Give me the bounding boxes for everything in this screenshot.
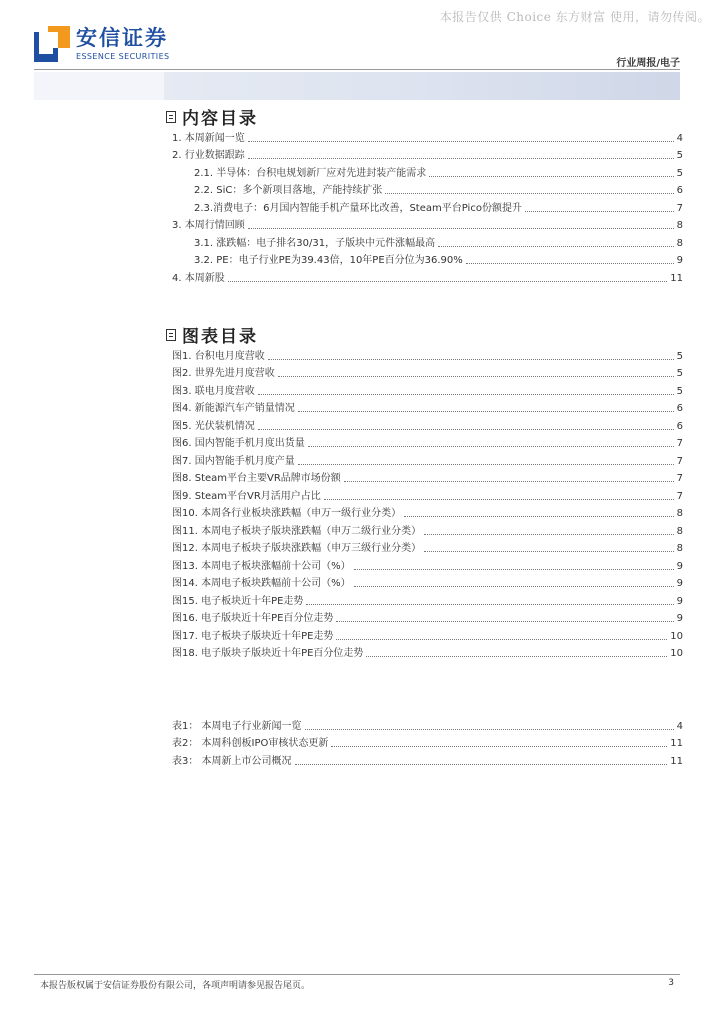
toc-entry-label: 3. 本周行情回顾 (172, 220, 245, 231)
dot-leader (424, 551, 674, 552)
figure-entry[interactable] (172, 363, 683, 381)
figure-entry-label: 图8. Steam平台主要VR品牌市场份额 (172, 473, 341, 484)
toc-entry[interactable] (172, 267, 683, 285)
figure-entry[interactable] (172, 608, 683, 626)
toc-entry[interactable] (172, 250, 683, 268)
figure-entry-label: 图7. 国内智能手机月度产量 (172, 455, 295, 467)
figure-entry-page: 9 (676, 595, 683, 607)
footer-disclaimer: 本报告版权属于安信证券股份有限公司，各项声明请参见报告尾页。 (40, 981, 311, 991)
dot-leader (404, 516, 674, 517)
figure-entry[interactable] (172, 538, 683, 556)
figure-entry[interactable] (172, 520, 683, 538)
table-entry-page: 11 (670, 755, 683, 767)
toc-entry-page: 5 (676, 150, 683, 161)
header-band-light (34, 72, 164, 100)
figure-entry-page: 10 (670, 648, 683, 659)
logo-mark-icon (34, 26, 70, 62)
logo-name-cn: 安信证券 (76, 26, 168, 50)
figure-entry-label: 图11. 本周电子板块子版块涨跌幅（申万二级行业分类） (172, 525, 422, 537)
figure-entry-label: 图6. 国内智能手机月度出货量 (172, 438, 305, 449)
figure-entry-page: 8 (676, 508, 683, 519)
toc-entry[interactable] (172, 162, 683, 180)
dot-leader (295, 764, 668, 765)
figure-entry-page: 6 (676, 403, 683, 414)
toc-title: 内容目录 (182, 109, 258, 129)
toc-entry-label: 3.1. 涨跌幅：电子排名30/31，子版块中元件涨幅最高 (194, 237, 436, 249)
figure-entry-label: 图16. 电子版块近十年PE百分位走势 (172, 613, 334, 624)
toc-heading (166, 104, 258, 129)
dot-leader (324, 499, 674, 500)
logo-name-en: ESSENCE SECURITIES (76, 52, 170, 61)
dot-leader (466, 263, 674, 264)
toc-entry[interactable] (172, 197, 683, 215)
figure-entry-page: 8 (676, 543, 683, 554)
figure-entry[interactable] (172, 555, 683, 573)
header-divider (34, 69, 680, 70)
figure-entry-page: 9 (676, 578, 683, 589)
table-entry-label: 表3： 本周新上市公司概况 (172, 755, 292, 767)
dot-leader (305, 729, 674, 730)
dot-leader (354, 586, 674, 587)
dot-leader (308, 446, 674, 447)
dot-leader (306, 604, 673, 605)
figure-entry[interactable] (172, 450, 683, 468)
dot-leader (298, 411, 674, 412)
figure-entry-label: 图17. 电子板块子版块近十年PE走势 (172, 630, 334, 642)
toc-entry[interactable] (172, 145, 683, 163)
figures-title: 图表目录 (182, 327, 258, 347)
figure-entry[interactable] (172, 468, 683, 486)
watermark: 本报告仅供 Choice 东方财富 使用，请勿传阅。 (439, 10, 710, 24)
figure-entry-page: 7 (676, 473, 683, 484)
toc-entry-label: 1. 本周新闻一览 (172, 132, 245, 144)
toc-entry-page: 4 (676, 132, 683, 144)
figure-entry-page: 5 (676, 385, 683, 397)
figure-entry-page: 5 (676, 350, 683, 362)
dot-leader (438, 246, 674, 247)
toc-entry-page: 8 (676, 237, 683, 249)
dot-leader (336, 621, 673, 622)
figures-list (172, 345, 683, 660)
figure-entry-label: 图4. 新能源汽车产销量情况 (172, 403, 295, 414)
figure-entry[interactable] (172, 433, 683, 451)
figure-entry[interactable] (172, 625, 683, 643)
table-entry-page: 11 (670, 738, 683, 749)
document-icon (166, 329, 176, 341)
toc-entry[interactable] (172, 127, 683, 145)
figure-entry-page: 7 (676, 438, 683, 449)
figure-entry-page: 9 (676, 613, 683, 624)
table-entry-label: 表1： 本周电子行业新闻一览 (172, 720, 302, 732)
figure-entry[interactable] (172, 415, 683, 433)
dot-leader (344, 481, 674, 482)
dot-leader (248, 228, 674, 229)
figure-entry[interactable] (172, 643, 683, 661)
figure-entry-page: 7 (676, 455, 683, 467)
toc-entry[interactable] (172, 232, 683, 250)
document-icon (166, 111, 176, 123)
dot-leader (429, 176, 673, 177)
dot-leader (268, 359, 674, 360)
table-entry[interactable] (172, 750, 683, 768)
footer-divider (34, 974, 680, 975)
table-entry-label: 表2： 本周科创板IPO审核状态更新 (172, 738, 329, 749)
toc-list (172, 127, 683, 285)
figure-entry[interactable] (172, 503, 683, 521)
figure-entry-page: 9 (676, 560, 683, 572)
toc-entry-page: 6 (676, 185, 683, 196)
dot-leader (525, 211, 674, 212)
figure-entry-label: 图15. 电子板块近十年PE走势 (172, 595, 304, 607)
figure-entry-label: 图10. 本周各行业板块涨跌幅（申万一级行业分类） (172, 508, 402, 519)
figure-entry[interactable] (172, 398, 683, 416)
dot-leader (278, 376, 674, 377)
dot-leader (354, 569, 674, 570)
dot-leader (366, 656, 667, 657)
figure-entry[interactable] (172, 573, 683, 591)
dot-leader (336, 639, 667, 640)
table-entry-page: 4 (676, 720, 683, 732)
toc-entry-label: 2.2. SiC：多个新项目落地，产能持续扩张 (194, 185, 383, 196)
dot-leader (228, 281, 668, 282)
figure-entry-label: 图14. 本周电子板块跌幅前十公司（%） (172, 578, 351, 589)
figure-entry-page: 7 (676, 490, 683, 502)
figure-entry-page: 5 (676, 368, 683, 379)
dot-leader (298, 464, 674, 465)
table-entry[interactable] (172, 733, 683, 751)
dot-leader (258, 429, 674, 430)
figure-entry-label: 图3. 联电月度营收 (172, 385, 255, 397)
report-type-label: 行业周报/电子 (616, 58, 680, 69)
figure-entry-label: 图13. 本周电子板块涨幅前十公司（%） (172, 560, 351, 572)
toc-entry[interactable] (172, 215, 683, 233)
toc-entry-page: 5 (676, 167, 683, 179)
dot-leader (248, 141, 674, 142)
dot-leader (385, 193, 673, 194)
toc-entry-label: 2.3.消费电子：6月国内智能手机产量环比改善，Steam平台Pico份额提升 (194, 202, 522, 214)
toc-entry-label: 2. 行业数据跟踪 (172, 150, 245, 161)
figure-entry-label: 图5. 光伏装机情况 (172, 420, 255, 432)
figure-entry[interactable] (172, 485, 683, 503)
toc-entry-page: 8 (676, 220, 683, 231)
dot-leader (424, 534, 674, 535)
toc-entry-page: 11 (670, 272, 683, 284)
figure-entry-label: 图1. 台积电月度营收 (172, 350, 265, 362)
figure-entry[interactable] (172, 380, 683, 398)
company-logo (34, 26, 170, 62)
dot-leader (248, 158, 674, 159)
toc-entry-page: 7 (676, 202, 683, 214)
toc-entry-label: 3.2. PE：电子行业PE为39.43倍，10年PE百分位为36.90% (194, 255, 463, 266)
figure-entry-label: 图18. 电子版块子版块近十年PE百分位走势 (172, 648, 364, 659)
dot-leader (331, 746, 667, 747)
figure-entry-page: 10 (670, 630, 683, 642)
figure-entry-label: 图12. 本周电子板块子版块涨跌幅（申万三级行业分类） (172, 543, 422, 554)
figure-entry[interactable] (172, 345, 683, 363)
dot-leader (258, 394, 674, 395)
figure-entry[interactable] (172, 590, 683, 608)
toc-entry[interactable] (172, 180, 683, 198)
figure-entry-label: 图2. 世界先进月度营收 (172, 368, 275, 379)
table-entry[interactable] (172, 715, 683, 733)
tables-list (172, 715, 683, 768)
figure-entry-page: 6 (676, 420, 683, 432)
figure-entry-page: 8 (676, 525, 683, 537)
toc-entry-label: 2.1. 半导体：台积电规划新厂应对先进封装产能需求 (194, 167, 427, 179)
page-number: 3 (668, 978, 674, 988)
figures-heading (166, 322, 258, 347)
figure-entry-label: 图9. Steam平台VR月活用户占比 (172, 490, 321, 502)
toc-entry-label: 4. 本周新股 (172, 272, 225, 284)
toc-entry-page: 9 (676, 255, 683, 266)
